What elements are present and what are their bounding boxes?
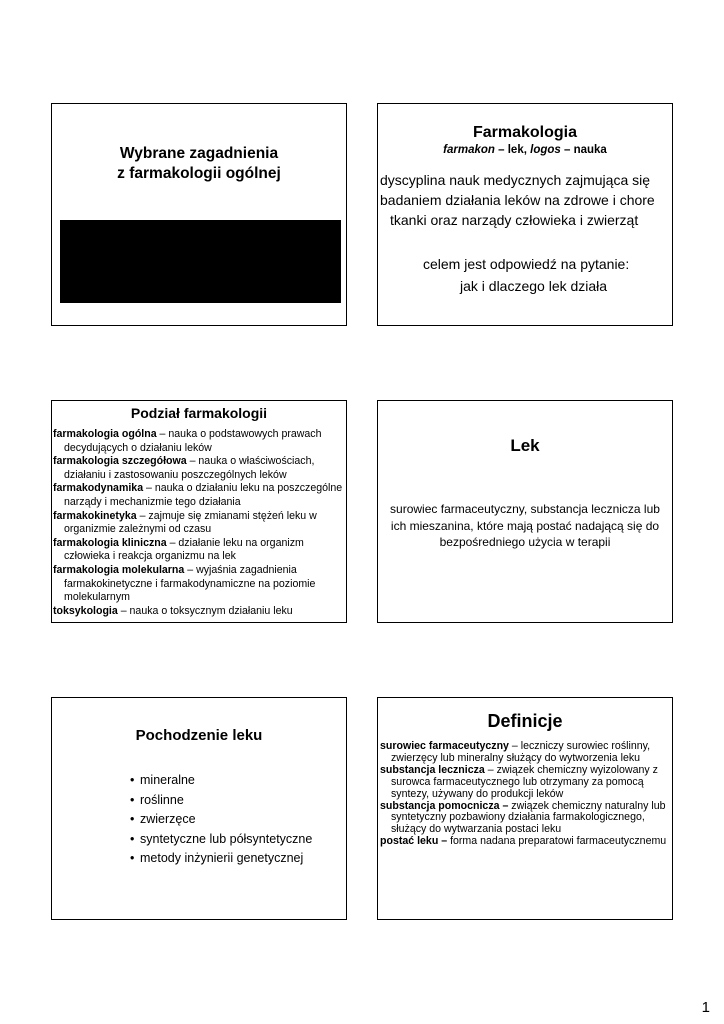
definition-line-2: badaniem działania leków na zdrowe i chore <box>380 192 655 208</box>
list-item <box>130 771 312 791</box>
slide-1-title-line-1: Wybrane zagadnienia <box>119 145 279 162</box>
list-item <box>380 836 670 848</box>
subtitle-sep-1: – lek, <box>494 144 531 156</box>
list-item <box>53 428 344 455</box>
redacted-image <box>60 220 341 303</box>
definition-line-1: dyscyplina nauk medycznych zajmująca się <box>380 172 651 188</box>
list-item <box>53 537 344 564</box>
item-desc: – zajmuje się zmianami stężeń leku w organizmie zależnymi od czasu <box>64 509 317 536</box>
slide-1-title <box>52 144 346 184</box>
slide-5 <box>51 697 347 920</box>
slide-1-title-line-2: z farmakologii ogólnej <box>117 165 281 182</box>
item-desc: – nauka o toksycznym działaniu leku <box>117 604 293 617</box>
definition-line-3: tkanki oraz narządy człowieka i zwierząt <box>390 212 639 228</box>
list-item <box>130 791 312 811</box>
item-desc: – wyjaśnia zagadnienia farmakokinetyczne i farmakodynamiczne na poziomie molekularnym <box>64 563 316 604</box>
slide-6-title: Definicje <box>487 711 563 731</box>
list-item <box>53 482 344 509</box>
definition-text <box>380 170 655 230</box>
subtitle-sep-2: – nauka <box>560 144 607 156</box>
slide-2-subtitle <box>378 144 672 156</box>
subtitle-word-farmakon: farmakon <box>443 144 495 156</box>
list-item <box>130 849 312 869</box>
goal-line-2: jak i dlaczego lek działa <box>460 278 608 294</box>
item-term: toksykologia <box>53 604 118 617</box>
page-number: 1 <box>701 999 710 1016</box>
slide-5-title: Pochodzenie leku <box>135 727 263 744</box>
list-item <box>53 455 344 482</box>
list-item <box>53 510 344 537</box>
list-item <box>53 605 344 619</box>
goal-line-1: celem jest odpowiedź na pytanie: <box>423 256 630 272</box>
list-item <box>380 801 670 837</box>
item-desc: – leczniczy surowiec roślinny, zwierzęcy lub mineralny służący do wytworzenia leku <box>391 740 651 764</box>
slide-6 <box>377 697 673 920</box>
item-desc: związek chemiczny naturalny lub syntetyczny pozbawiony działania farmakologicznego, służący do wytwarzania postaci leku <box>391 799 666 836</box>
item-label: zwierzęce <box>140 812 196 826</box>
slide-4 <box>377 400 673 623</box>
item-term: farmakologia molekularna <box>53 563 185 576</box>
item-term: surowiec farmaceutyczny <box>380 740 509 752</box>
slide-3 <box>51 400 347 623</box>
item-desc: forma nadana preparatowi farmaceutycznemu <box>447 835 667 848</box>
item-term: farmakologia szczegółowa <box>53 455 187 468</box>
list-item <box>130 830 312 850</box>
pharmacology-division-list <box>53 428 344 618</box>
item-term: farmakologia kliniczna <box>53 536 167 549</box>
slide-1 <box>51 103 347 326</box>
bullet-icon: • <box>130 831 135 846</box>
list-item <box>380 765 670 801</box>
bullet-icon: • <box>130 773 135 787</box>
item-term: substancja lecznicza <box>380 763 485 776</box>
item-desc: – nauka o podstawowych prawach decydujących o działaniu leków <box>64 428 322 454</box>
slide-4-title: Lek <box>510 436 540 455</box>
item-label: mineralne <box>140 773 195 787</box>
list-item <box>53 564 344 605</box>
goal-text <box>378 253 672 297</box>
item-term: farmakokinetyka <box>53 509 137 522</box>
list-item <box>130 810 312 830</box>
item-desc: – nauka o właściwościach, działaniu i zastosowaniu poszczególnych leków <box>64 455 315 481</box>
bullet-icon: • <box>130 851 135 865</box>
slide-2-title: Farmakologia <box>472 124 578 141</box>
definitions-list <box>380 741 670 848</box>
item-desc: – działanie leku na organizm człowieka i reakcja organizmu na lek <box>64 536 304 563</box>
item-term: farmakodynamika <box>53 482 144 495</box>
slide-2 <box>377 103 673 326</box>
item-label: metody inżynierii genetycznej <box>140 851 304 865</box>
item-desc: – związek chemiczny wyizolowany z surowca farmaceutycznego lub otrzymany za pomocą syntezy, używany do produkcji leków <box>391 763 658 800</box>
item-term: substancja pomocnicza – <box>380 799 509 812</box>
subtitle-word-logos: logos <box>530 144 561 156</box>
item-term: postać leku – <box>380 835 448 848</box>
list-item <box>380 741 670 765</box>
bullet-icon: • <box>130 812 135 826</box>
item-label: roślinne <box>140 792 184 807</box>
item-term: farmakologia ogólna <box>53 428 157 440</box>
slide-3-title: Podział farmakologii <box>130 405 268 421</box>
item-label: syntetyczne lub półsyntetyczne <box>140 831 313 846</box>
drug-origin-list <box>130 771 312 869</box>
bullet-icon: • <box>130 792 135 807</box>
item-desc: – nauka o działaniu leku na poszczególne narządy i mechanizmie tego działania <box>64 482 343 508</box>
drug-definition: surowiec farmaceutyczny, substancja lecznicza lub ich mieszanina, które mają postać nadającą się do bezpośredniego użycia w terapii <box>390 502 660 549</box>
